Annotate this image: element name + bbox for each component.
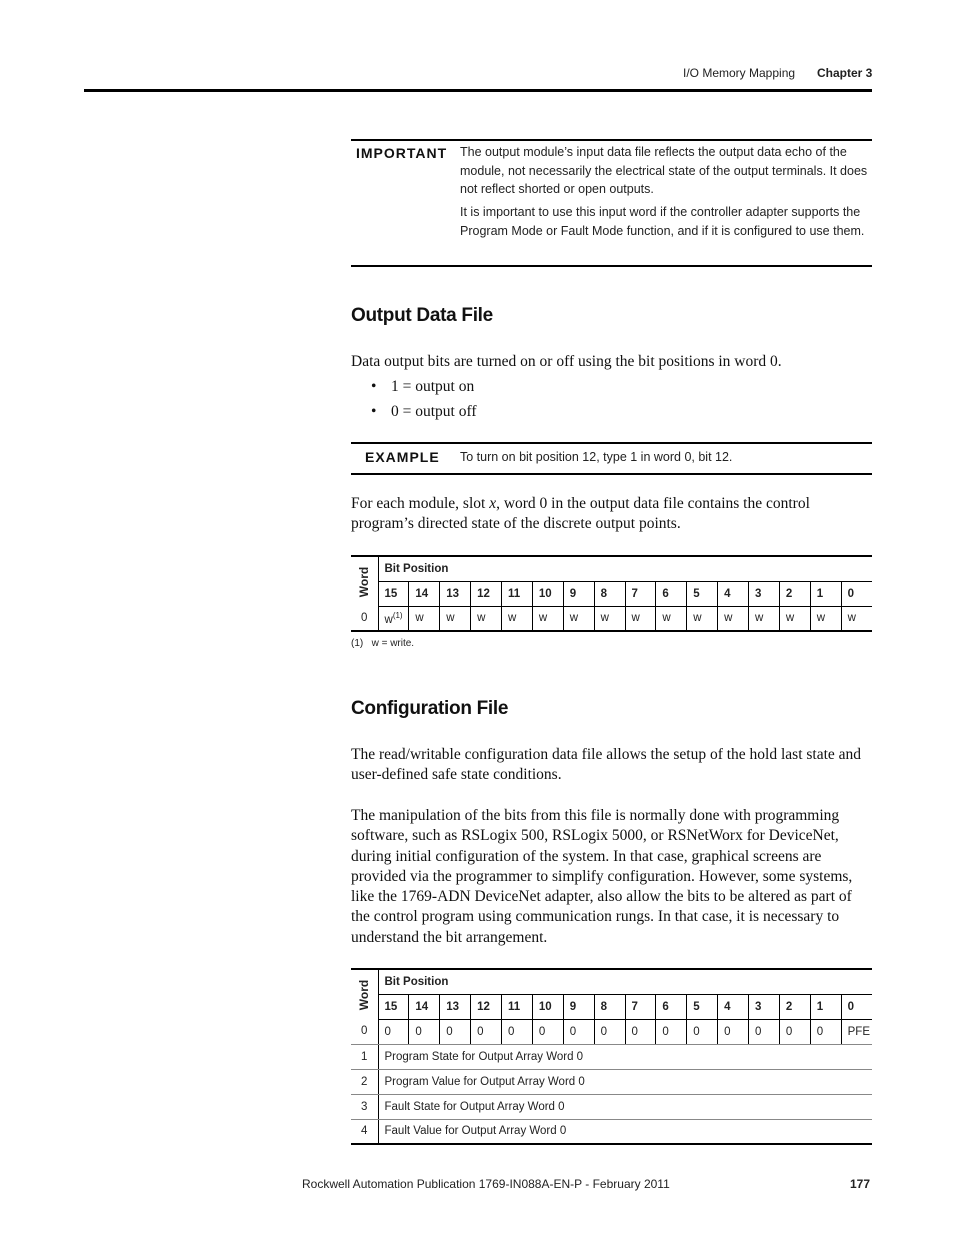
footnote-marker: (1) <box>351 638 364 649</box>
bullet-output-on-text: 1 = output on <box>391 378 475 395</box>
output-value-cell: w <box>779 606 810 631</box>
output-paragraph-part1: For each module, slot <box>351 495 490 512</box>
output-bit-1: 1 <box>810 581 841 606</box>
config-bit-11: 11 <box>502 994 533 1019</box>
example-bottom-rule <box>351 473 872 475</box>
output-bit-2: 2 <box>779 581 810 606</box>
output-bit-table <box>351 555 872 632</box>
important-label: IMPORTANT <box>356 145 448 161</box>
config-paragraph-2: The manipulation of the bits from this file is normally done with programming software, such as RSLogix 500, RSLogix 5000, or RSNetWorx for DeviceNet, during initial configuration of the system. In that case, graphical screens are provided via the programmer to simplify configuration. However, some systems, like the 1769-ADN DeviceNet adapter, also allow the bits to be altered as part of the control program using communication rungs. In that case, it is necessary to understand the bit arrangement. <box>351 807 853 946</box>
config-value-cell-pfe: PFE <box>841 1019 872 1044</box>
config-value-cell: 0 <box>594 1019 625 1044</box>
config-bit-2: 2 <box>779 994 810 1019</box>
config-value-cell: 0 <box>378 1019 409 1044</box>
config-row-word: 1 <box>351 1044 378 1069</box>
config-value-cell: 0 <box>563 1019 594 1044</box>
output-bit-10: 10 <box>532 581 563 606</box>
config-value-cell: 0 <box>502 1019 533 1044</box>
output-bit-4: 4 <box>718 581 749 606</box>
config-row0-word: 0 <box>351 1019 378 1044</box>
output-value-cell <box>378 606 409 631</box>
config-bit-12: 12 <box>471 994 502 1019</box>
output-bit-8: 8 <box>594 581 625 606</box>
output-value-first: w <box>384 613 393 626</box>
output-value-cell: w <box>687 606 718 631</box>
output-bit-11: 11 <box>502 581 533 606</box>
output-bit-13: 13 <box>440 581 471 606</box>
output-value-cell: w <box>656 606 687 631</box>
output-bit-position-header: Bit Position <box>378 556 872 581</box>
output-bit-6: 6 <box>656 581 687 606</box>
config-word-header: Word <box>357 979 372 1010</box>
output-bit-9: 9 <box>563 581 594 606</box>
config-value-cell: 0 <box>440 1019 471 1044</box>
config-bit-8: 8 <box>594 994 625 1019</box>
output-value-cell: w <box>502 606 533 631</box>
config-bit-4: 4 <box>718 994 749 1019</box>
config-value-cell: 0 <box>656 1019 687 1044</box>
output-value-cell: w <box>409 606 440 631</box>
example-top-rule <box>351 442 872 444</box>
output-value-cell: w <box>440 606 471 631</box>
output-word-header: Word <box>357 566 372 597</box>
bullet-output-on: • 1 = output on <box>371 378 475 395</box>
config-row-description: Fault State for Output Array Word 0 <box>378 1094 872 1119</box>
output-paragraph-part2: , word 0 in the output data file contains the control program’s directed state of the discrete output points. <box>351 495 810 533</box>
config-word-header-cell <box>351 969 378 1019</box>
config-value-cell: 0 <box>810 1019 841 1044</box>
footnote-text: w = write. <box>371 638 415 649</box>
config-bit-9: 9 <box>563 994 594 1019</box>
bullet-output-off-text: 0 = output off <box>391 403 477 420</box>
config-bit-13: 13 <box>440 994 471 1019</box>
output-bit-0: 0 <box>841 581 872 606</box>
output-data-file-heading: Output Data File <box>351 305 493 326</box>
output-value-cell: w <box>563 606 594 631</box>
config-value-cell: 0 <box>779 1019 810 1044</box>
config-bit-14: 14 <box>409 994 440 1019</box>
footer-page-number: 177 <box>850 1177 871 1191</box>
config-bit-10: 10 <box>532 994 563 1019</box>
footer-publication: Rockwell Automation Publication 1769-IN088A-EN-P - February 2011 <box>302 1177 670 1191</box>
output-value-cell: w <box>841 606 872 631</box>
output-value-cell: w <box>718 606 749 631</box>
config-bit-1: 1 <box>810 994 841 1019</box>
config-row-word: 4 <box>351 1119 378 1144</box>
bullet-output-off: • 0 = output off <box>371 403 477 420</box>
important-top-rule <box>351 139 872 141</box>
output-value-cell: w <box>749 606 780 631</box>
output-table-footnote <box>351 638 414 649</box>
output-paragraph <box>351 494 871 535</box>
config-bit-table <box>351 968 872 1145</box>
header-section-title: I/O Memory Mapping <box>683 66 796 80</box>
header-rule <box>84 89 872 92</box>
output-bit-14: 14 <box>409 581 440 606</box>
output-value-footnote-ref: (1) <box>392 610 403 620</box>
config-row-word: 3 <box>351 1094 378 1119</box>
important-bottom-rule <box>351 265 872 267</box>
config-row-description: Program State for Output Array Word 0 <box>378 1044 872 1069</box>
output-intro: Data output bits are turned on or off using the bit positions in word 0. <box>351 353 782 370</box>
output-bit-12: 12 <box>471 581 502 606</box>
config-bit-3: 3 <box>749 994 780 1019</box>
example-text: To turn on bit position 12, type 1 in word 0, bit 12. <box>460 450 733 464</box>
output-bit-3: 3 <box>749 581 780 606</box>
config-row-description: Fault Value for Output Array Word 0 <box>384 1125 567 1138</box>
config-bit-0: 0 <box>841 994 872 1019</box>
config-value-cell: 0 <box>532 1019 563 1044</box>
output-bit-15: 15 <box>378 581 409 606</box>
config-value-cell: 0 <box>409 1019 440 1044</box>
output-paragraph-slot-variable: x <box>489 495 497 512</box>
example-label: EXAMPLE <box>365 449 440 465</box>
config-value-cell: 0 <box>687 1019 718 1044</box>
config-value-cell: 0 <box>718 1019 749 1044</box>
config-bit-5: 5 <box>687 994 718 1019</box>
header-chapter: Chapter 3 <box>817 66 873 80</box>
config-paragraph-1: The read/writable configuration data file allows the setup of the hold last state and user-defined safe state conditions. <box>351 746 862 784</box>
config-bit-6: 6 <box>656 994 687 1019</box>
configuration-file-heading: Configuration File <box>351 698 509 719</box>
output-value-cell: w <box>471 606 502 631</box>
output-value-cell: w <box>625 606 656 631</box>
output-value-cell: w <box>532 606 563 631</box>
important-para-1: The output module’s input data file reflects the output data echo of the module, not necessarily the electrical state of the output terminals. It does not reflect shorted or open outputs. <box>460 145 868 196</box>
config-bit-position-header: Bit Position <box>378 969 872 994</box>
output-row-word: 0 <box>351 606 378 631</box>
output-bit-7: 7 <box>625 581 656 606</box>
output-value-cell: w <box>810 606 841 631</box>
output-bit-5: 5 <box>687 581 718 606</box>
config-value-cell: 0 <box>471 1019 502 1044</box>
config-bit-15: 15 <box>378 994 409 1019</box>
config-row-description: Program Value for Output Array Word 0 <box>378 1069 872 1094</box>
output-word-header-cell <box>351 556 378 606</box>
config-row-word: 2 <box>351 1069 378 1094</box>
config-value-cell: 0 <box>625 1019 656 1044</box>
important-para-2: It is important to use this input word if the controller adapter supports the Program Mode or Fault Mode function, and if it is configured to use them. <box>460 205 865 238</box>
config-bit-7: 7 <box>625 994 656 1019</box>
output-value-cell: w <box>594 606 625 631</box>
config-value-cell: 0 <box>749 1019 780 1044</box>
